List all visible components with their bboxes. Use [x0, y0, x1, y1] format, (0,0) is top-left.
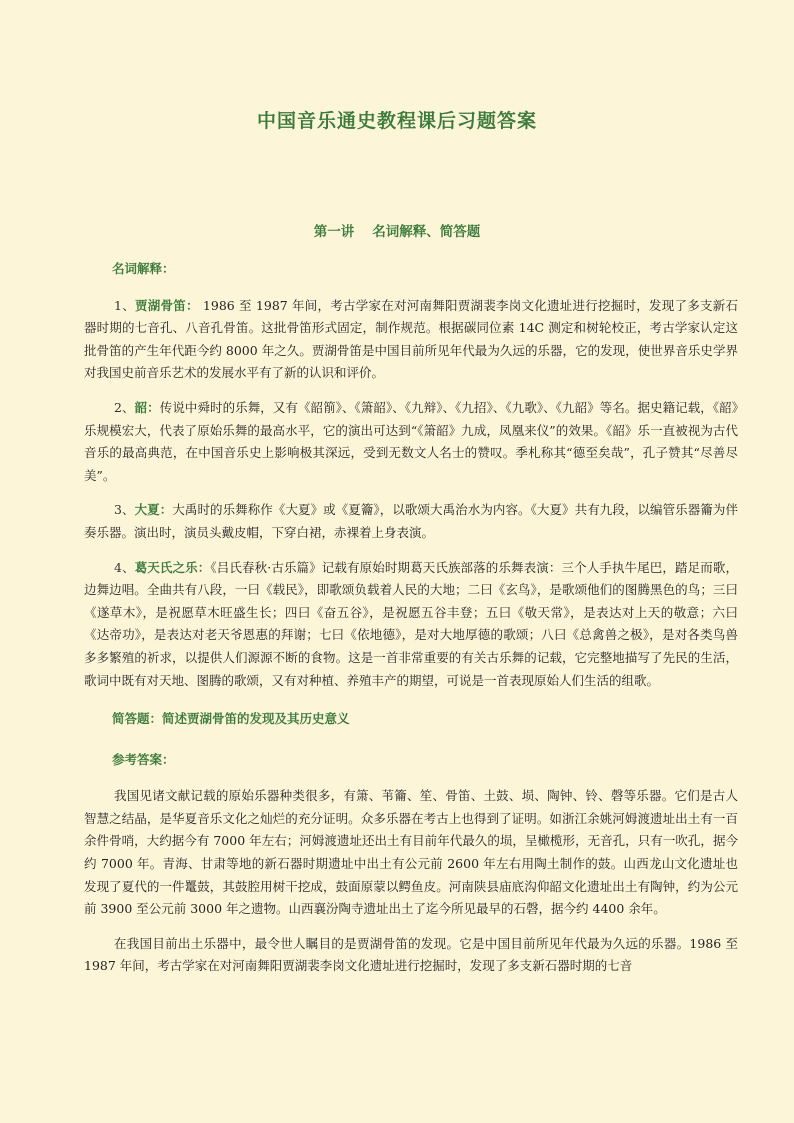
document-body — [84, 258, 738, 990]
term-text: 传说中舜时的乐舞，又有《韶箾》、《箫韶》、《九辩》、《九招》、《九歌》、《九韶》等名。据史籍记载，《韶》乐规模宏大，代表了原始乐舞的最高水平，它的演出可达到“《箫韶》九成，凤凰来仪”的效果。《韶》乐一直被视为古代音乐的最高典范，在中国音乐史上影响极其深远，受到无数文人名士的赞叹。季札称其“德至矣哉”，孔子赞其“尽善尽美”。 — [84, 399, 738, 483]
term-name: 大夏 — [134, 502, 160, 518]
term-name: 葛天氏之乐 — [134, 559, 198, 575]
term-text: 《吕氏春秋·古乐篇》记载有原始时期葛天氏族部落的乐舞表演：三个人手执牛尾巴，踏足而歌，边舞边唱。全曲共有八段，一曰《载民》，即歌颂负载着人民的大地；二曰《玄鸟》，是歌颂他们的图腾黑色的鸟；三曰《遂草木》，是祝愿草木旺盛生长；四曰《奋五谷》，是祝愿五谷丰登；五曰《敬天常》，是表达对上天的敬意；六曰《达帝功》，是表达对老天爷恩惠的拜谢；七曰《依地德》，是对大地厚德的歌颂；八曰《总禽兽之极》，是对各类鸟兽多多繁殖的祈求，以提供人们源源不断的食物。这是一首非常重要的有关古乐舞的记载，它完整地描写了先民的生活，歌词中既有对天地、图腾的歌颂，又有对种植、养殖丰产的期望，可说是一首表现原始人们生活的组歌。 — [84, 559, 738, 688]
term-name: 贾湖骨笛 — [134, 297, 186, 313]
lecture-heading — [0, 220, 794, 240]
term-entry: 2、韶：传说中舜时的乐舞，又有《韶箾》、《箫韶》、《九辩》、《九招》、《九歌》、《九韶》等名。据史籍记载，《韶》乐规模宏大，代表了原始乐舞的最高水平，它的演出可达到“《箫韶》九成，凤凰来仪”的效果。《韶》乐一直被视为古代音乐的最高典范，在中国音乐史上影响极其深远，受到无数文人名士的赞叹。季札称其“德至矣哉”，孔子赞其“尽善尽美”。 — [84, 399, 738, 483]
term-entry: 3、大夏：大禹时的乐舞称作《大夏》或《夏籥》，以歌颂大禹治水为内容。《大夏》共有九段，以编管乐器籥为伴奏乐器。演出时，演员头戴皮帽，下穿白裙，赤裸着上身表演。 — [84, 502, 738, 540]
answer-paragraph: 在我国目前出土乐器中，最令世人瞩目的是贾湖骨笛的发现。它是中国目前所见年代最为久远的乐器。1986 至 1987 年间，考古学家在对河南舞阳贾湖裴李岗文化遗址进行挖掘时，发现了多支新石器时期的七音 — [84, 935, 738, 974]
lecture-number: 第一讲 — [313, 224, 355, 240]
question-heading: 简答题：简述贾湖骨笛的发现及其历史意义 — [112, 711, 350, 727]
answer-heading: 参考答案： — [112, 751, 175, 767]
lecture-topic: 名词解释、简答题 — [372, 224, 481, 240]
term-entry: 4、葛天氏之乐：《吕氏春秋·古乐篇》记载有原始时期葛天氏族部落的乐舞表演：三个人手执牛尾巴，踏足而歌，边舞边唱。全曲共有八段，一曰《载民》，即歌颂负载着人民的大地；二曰《玄鸟》，是歌颂他们的图腾黑色的鸟；三曰《遂草木》，是祝愿草木旺盛生长；四曰《奋五谷》，是祝愿五谷丰登；五曰《敬天常》，是表达对上天的敬意；六曰《达帝功》，是表达对老天爷恩惠的拜谢；七曰《依地德》，是对大地厚德的歌颂；八曰《总禽兽之极》，是对各类鸟兽多多繁殖的祈求，以提供人们源源不断的食物。这是一首非常重要的有关古乐舞的记载，它完整地描写了先民的生活，歌词中既有对天地、图腾的歌颂，又有对种植、养殖丰产的期望，可说是一首表现原始人们生活的组歌。 — [84, 559, 738, 688]
term-text: 1986 至 1987 年间，考古学家在对河南舞阳贾湖裴李岗文化遗址进行挖掘时，发现了多支新石器时期的七音孔、八音孔骨笛。这批骨笛形式固定，制作规范。根据碳同位素 14C 测定和树轮校正，考古学家认定这批骨笛的产生年代距今约 8000 年之久。贾湖骨笛是中国目前所见年代最为久远的乐器，它的发现，使世界音乐史学界对我国史前音乐艺术的发展水平有了新的认识和评价。 — [84, 297, 738, 381]
term-entry: 1、贾湖骨笛： 1986 至 1987 年间，考古学家在对河南舞阳贾湖裴李岗文化遗址进行挖掘时，发现了多支新石器时期的七音孔、八音孔骨笛。这批骨笛形式固定，制作规范。根据碳同位素 14C 测定和树轮校正，考古学家认定这批骨笛的产生年代距今约 8000 年之久。贾湖骨笛是中国目前所见年代最为久远的乐器，它的发现，使世界音乐史学界对我国史前音乐艺术的发展水平有了新的认识和评价。 — [84, 297, 738, 381]
page-title: 中国音乐通史教程课后习题答案 — [256, 110, 537, 132]
answer-paragraph: 我国见诸文献记载的原始乐器种类很多，有箫、苇籥、笙、骨笛、土鼓、埙、陶钟、铃、磬等乐器。它们是古人智慧之结晶，是华夏音乐文化之灿烂的充分证明。众多乐器在考古上也得到了证明。如浙江余姚河姆渡遗址出土有一百余件骨哨，大约据今有 7000 年左右；河姆渡遗址还出土有目前年代最久的埙，呈橄榄形，无音孔，只有一吹孔，据今约 7000 年。青海、甘肃等地的新石器时期遗址中出土有公元前 2600 年左右用陶土制作的鼓。山西龙山文化遗址也发现了夏代的一件鼍鼓，其鼓腔用树干挖成，鼓面原蒙以鳄鱼皮。河南陕县庙底沟仰韶文化遗址出土有陶钟，约为公元前 3900 至公元前 3000 年之遗物。山西襄汾陶寺遗址出土了迄今所见最早的石磬，据今约 4400 余年。 — [84, 788, 738, 917]
glossary-heading: 名词解释： — [112, 261, 175, 276]
term-name: 韶 — [134, 399, 148, 415]
term-text: 大禹时的乐舞称作《大夏》或《夏籥》，以歌颂大禹治水为内容。《大夏》共有九段，以编管乐器籥为伴奏乐器。演出时，演员头戴皮帽，下穿白裙，赤裸着上身表演。 — [84, 502, 738, 540]
